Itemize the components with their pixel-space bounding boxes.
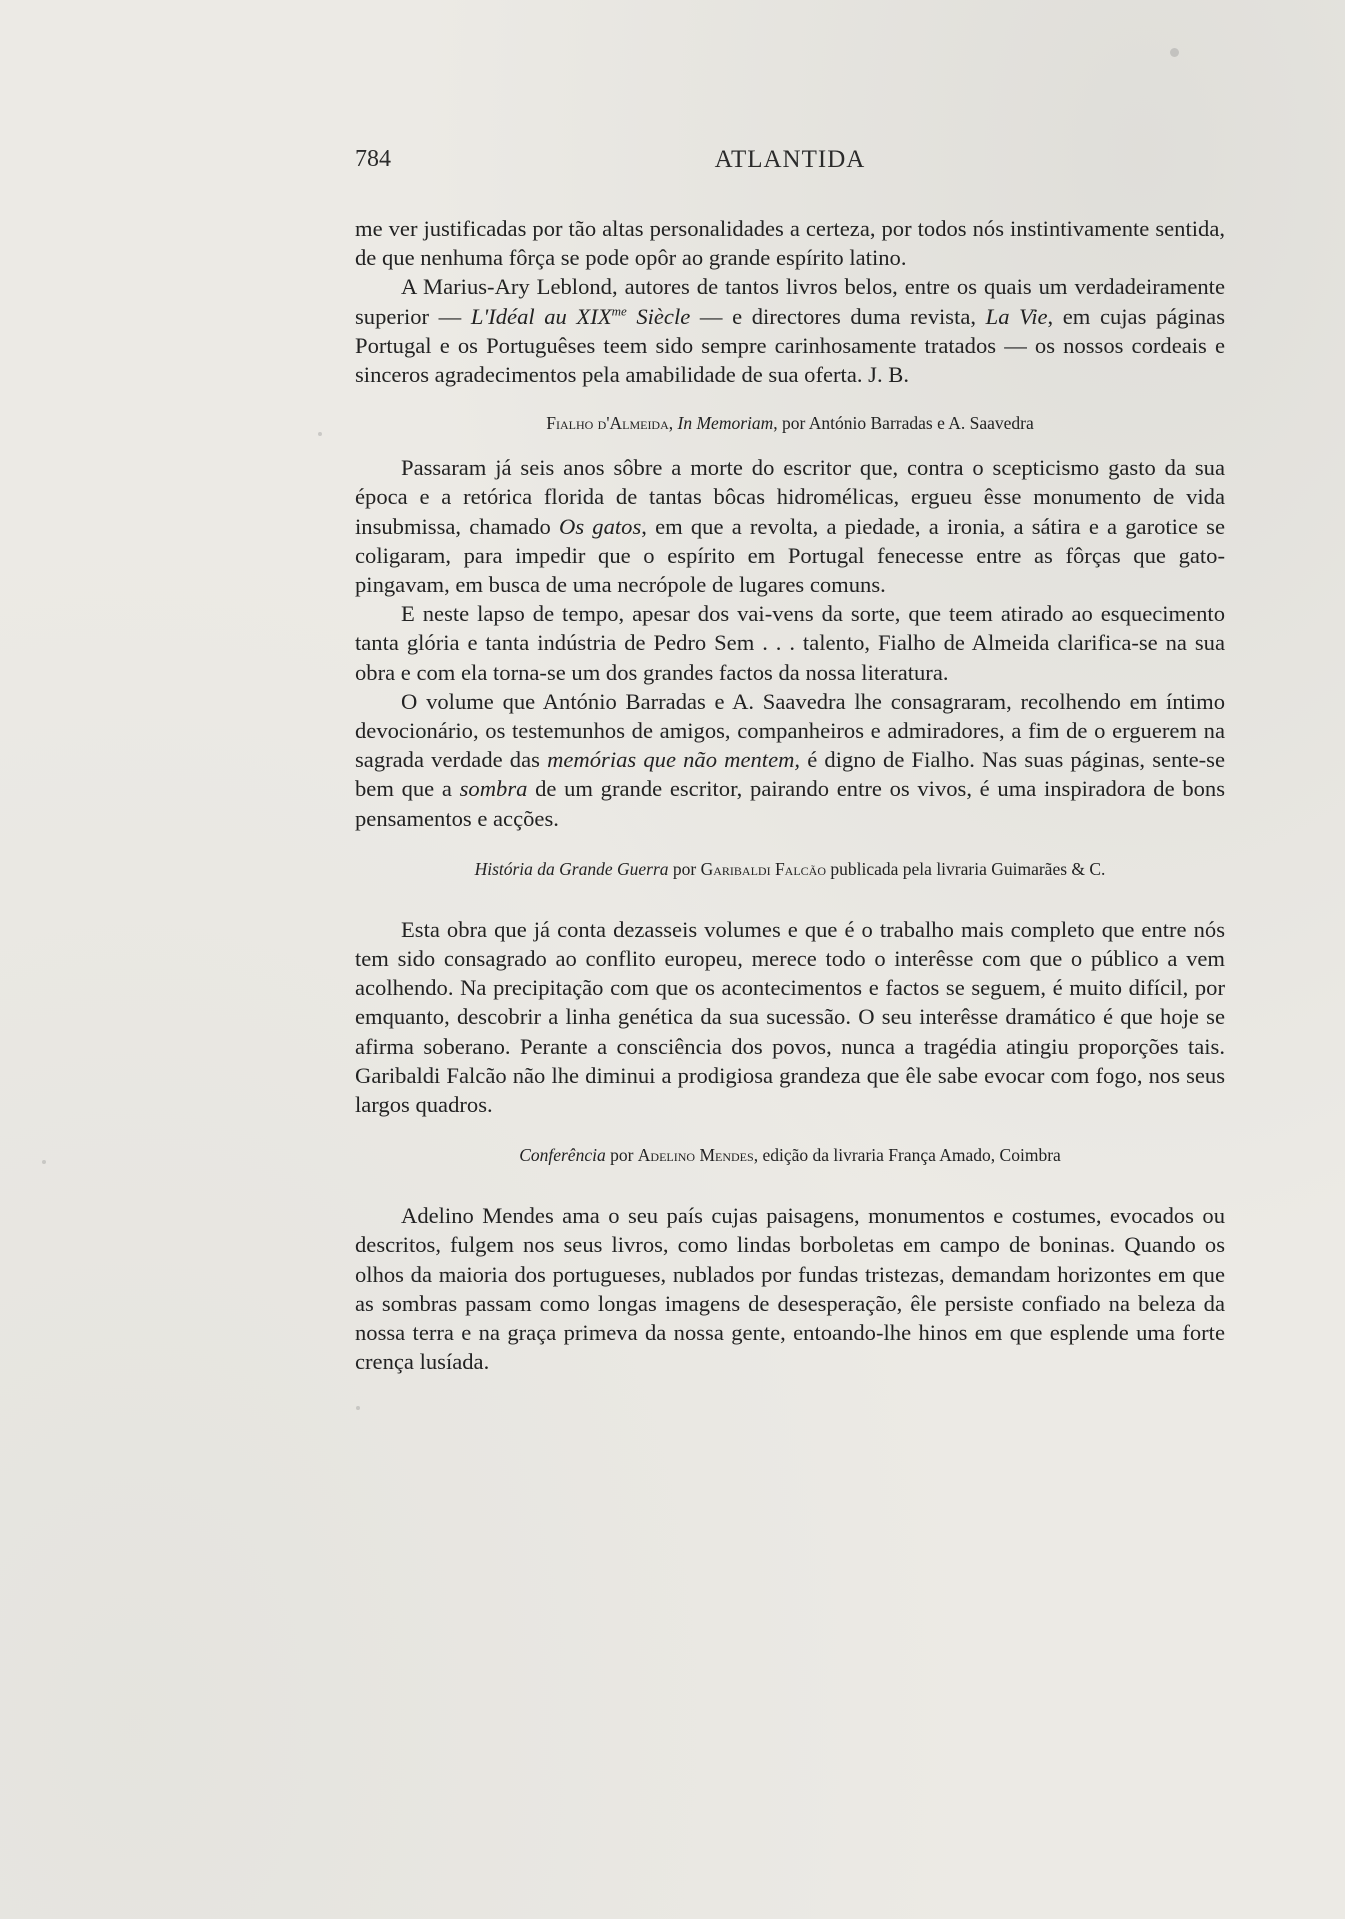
page-number: 784 <box>355 146 391 172</box>
book-title-ideal <box>471 304 690 329</box>
review-text: é digno de Fialho. Nas suas páginas, sente-se bem que a <box>355 747 1225 802</box>
review-publisher: , por António Barradas e A. Saavedra <box>773 413 1034 434</box>
paper-speck <box>42 1160 46 1164</box>
intro-paragraph-leblond <box>355 272 1225 389</box>
intro-text: — e directores duma revista, <box>690 303 986 329</box>
review-guerra-paragraph <box>355 915 1225 1119</box>
heading-separator: por <box>668 858 701 879</box>
review-publisher: publicada pela livraria Guimarães & C. <box>826 858 1106 879</box>
paper-speck <box>1170 48 1179 57</box>
review-author: Fialho d'Almeida <box>546 413 669 434</box>
paper-speck <box>356 1406 360 1410</box>
review-text: Passaram já seis anos sôbre a morte do escritor que, contra o scepticismo gasto da sua época e a retórica florida de tantas bôcas hidromélicas, ergueu êsse monumento de vida insubmissa, chamado <box>355 455 1225 539</box>
review-conferencia-paragraph <box>355 1201 1225 1376</box>
magazine-title: La Vie <box>985 303 1048 329</box>
review-book-title: História da Grande Guerra <box>474 858 669 879</box>
review-text: de um grande escritor, pairando entre os vivos, é uma inspiradora de bons pensamentos e acções. <box>355 776 1226 831</box>
review-fialho-paragraph-2 <box>355 599 1225 687</box>
page-body <box>355 214 1225 1377</box>
intro-text: , em cujas páginas Portugal e os Portuguêses teem sido sempre carinhosamente tratados — os nossos cordeais e sinceros agradecimentos pela amabilidade de sua oferta. J. B. <box>355 303 1225 388</box>
review-text: E neste lapso de tempo, apesar dos vai-vens da sorte, que teem atirado ao esquecimento tanta glória e tanta indústria de Pedro Sem . . . talento, Fialho de Almeida clarifica-se na sua obra e com ela torna-se um dos grandes factos da nossa literatura. <box>355 601 1225 685</box>
book-title-superscript: me <box>611 303 627 319</box>
work-title-os-gatos: Os gatos <box>559 513 642 539</box>
paper-speck <box>318 432 322 436</box>
review-text: O volume que António Barradas e A. Saavedra lhe consagraram, recolhendo em íntimo devocionário, os testemunhos de amigos, companheiros e admiradores, a fim de o erguerem na sagrada verdade das <box>355 688 1225 773</box>
intro-text: me ver justificadas por tão altas personalidades a certeza, por todos nós instintivamente sentida, de que nenhuma fôrça se pode opôr ao grande espírito latino. <box>355 216 1225 271</box>
review-heading-fialho <box>355 411 1225 435</box>
review-heading-conferencia <box>355 1143 1225 1167</box>
book-title-text: Siècle <box>626 303 691 329</box>
intro-text: A Marius-Ary Leblond, autores de tantos livros belos, entre os quais um verdadeiramente superior — <box>355 274 1225 329</box>
running-title: ATLANTIDA <box>714 146 866 173</box>
review-heading-guerra <box>355 857 1225 881</box>
review-book-title: Conferência <box>519 1145 606 1166</box>
italic-word: sombra <box>459 776 528 802</box>
review-text: Esta obra que já conta dezasseis volumes e que é o trabalho mais completo que entre nós tem sido consagrado ao conflito europeu, merece todo o interêsse com que o público a vem acolhendo. Na precipitação com que os acontecimentos e factos se seguem, é muito difícil, por emquanto, descobrir a linha genética da sua sucessão. O seu interêsse dramático é que hoje se afirma soberano. Perante a consciência dos povos, nunca a tragédia atingiu proporções tais. Garibaldi Falcão não lhe diminui a prodigiosa grandeza que êle sabe evocar com fogo, nos seus largos quadros. <box>355 916 1225 1118</box>
review-text: Adelino Mendes ama o seu país cujas paisagens, monumentos e costumes, evocados ou descritos, fulgem nos seus livros, como lindas borboletas em campo de boninas. Quando os olhos da maioria dos portugueses, nublados por fundas tristezas, demandam horizontes em que as sombras passam como longas imagens de desesperação, êle persiste confiado na beleza da nossa terra e na graça primeva da nossa gente, entoando-lhe hinos em que esplende uma forte crença lusíada. <box>355 1203 1225 1375</box>
intro-paragraph-continued <box>355 214 1225 272</box>
page-header <box>355 146 1225 178</box>
heading-separator: , <box>668 413 678 434</box>
review-fialho-paragraph-3 <box>355 687 1225 833</box>
review-publisher: , edição da livraria França Amado, Coimbra <box>753 1145 1061 1166</box>
book-title-text: L'Idéal au XIX <box>470 303 612 329</box>
review-author: Garibaldi Falcão <box>700 858 827 879</box>
heading-separator: por <box>605 1145 638 1166</box>
review-text: , em que a revolta, a piedade, a ironia, a sátira e a garotice se coligaram, para impedir que o espírito em Portugal fenecesse entre as fôrças que gato-pingavam, em busca de uma necrópole de lugares comuns. <box>355 513 1226 598</box>
review-author: Adelino Mendes <box>637 1145 754 1166</box>
review-book-title: In Memoriam <box>677 413 774 434</box>
italic-quote: memórias que não mentem, <box>547 747 801 773</box>
review-fialho-paragraph-1 <box>355 453 1225 599</box>
